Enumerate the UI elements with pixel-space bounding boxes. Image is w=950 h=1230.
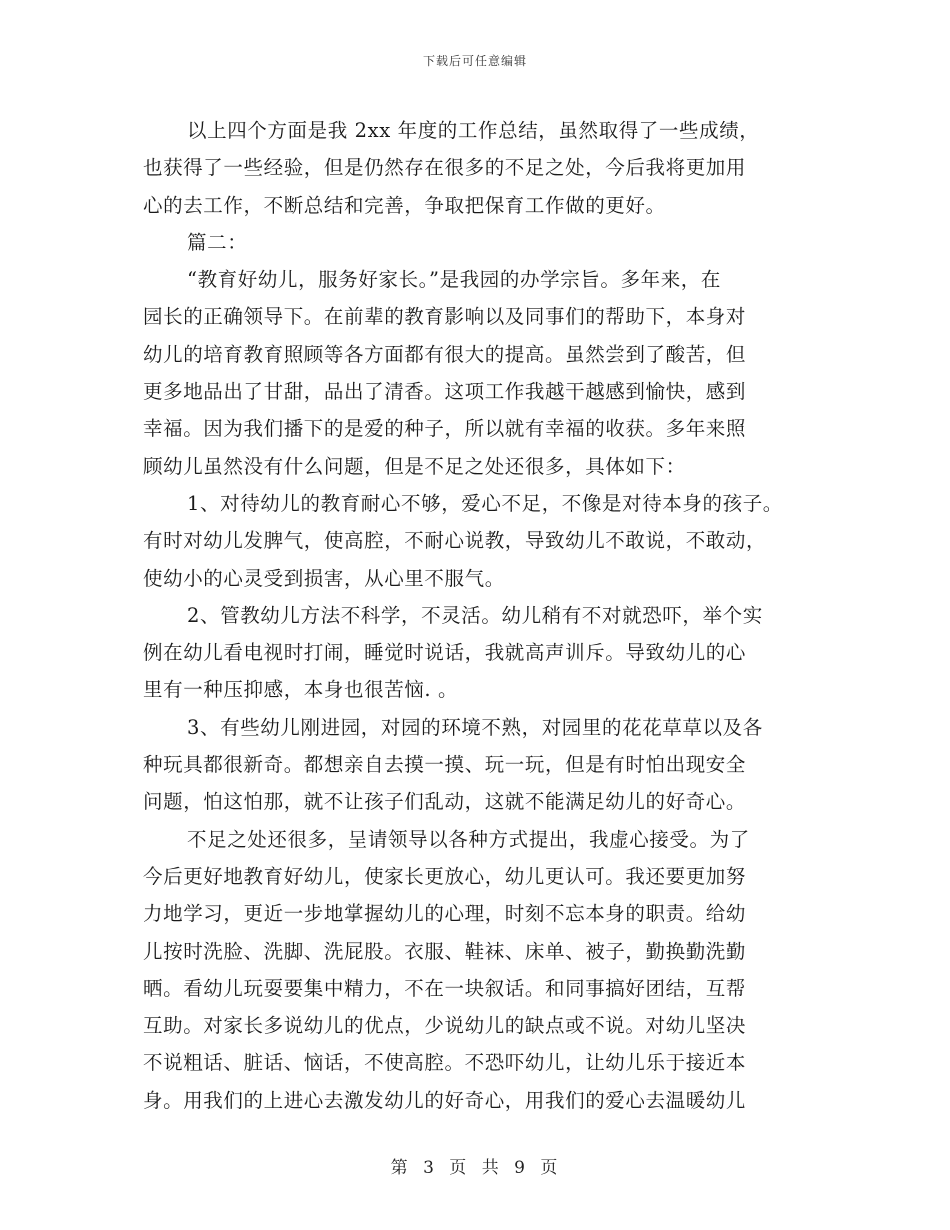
page-number-footer: 第 3 页 共 9 页 (390, 1158, 560, 1178)
list-item-2: 2、管教幼儿方法不科学，不灵活。幼儿稍有不对就恐吓，举个实 (187, 603, 763, 627)
text-line: 园长的正确领导下。在前辈的教育影响以及同事们的帮助下，本身对 (143, 305, 747, 329)
text-line: 晒。看幼儿玩耍要集中精力，不在一块叙话。和同事搞好团结，互帮 (143, 976, 747, 1000)
list-item-1: 1、对待幼儿的教育耐心不够，爱心不足，不像是对待本身的孩子。 (187, 491, 783, 515)
text-line: 儿按时洗脸、洗脚、洗屁股。衣服、鞋袜、床单、被子，勤换勤洗勤 (143, 939, 747, 963)
text-line: 力地学习，更近一步地掌握幼儿的心理，时刻不忘本身的职责。给幼 (143, 902, 747, 926)
text-line: 身。用我们的上进心去激发幼儿的好奇心，用我们的爱心去温暖幼儿 (143, 1088, 747, 1112)
list-item-3: 3、有些幼儿刚进园，对园的环境不熟，对园里的花花草草以及各 (187, 715, 763, 739)
text-line: 今后更好地教育好幼儿，使家长更放心，幼儿更认可。我还要更加努 (143, 864, 747, 888)
document-body (143, 112, 813, 1119)
text-line: “教育好幼儿，服务好家长。”是我园的办学宗旨。多年来，在 (187, 268, 721, 292)
text-line: 幼儿的培育教育照顾等各方面都有很大的提高。虽然尝到了酸苦，但 (143, 342, 747, 366)
page-header: 下载后可任意编辑 (422, 54, 527, 68)
text-line: 使幼小的心灵受到损害，从心里不服气。 (143, 566, 505, 590)
text-line: 不说粗话、脏话、恼话，不使高腔。不恐吓幼儿，让幼儿乐于接近本 (143, 1051, 747, 1075)
text-line: 种玩具都很新奇。都想亲自去摸一摸、玩一玩，但是有时怕出现安全 (143, 753, 747, 777)
text-line: 不足之处还很多，呈请领导以各种方式提出，我虚心接受。为了 (187, 827, 750, 851)
text-line: 有时对幼儿发脾气，使高腔，不耐心说教，导致幼儿不敢说，不敢动， (143, 529, 767, 553)
text-line: 问题，怕这怕那，就不让孩子们乱动，这就不能满足幼儿的好奇心。 (143, 790, 747, 814)
text-line: 也获得了一些经验，但是仍然存在很多的不足之处，今后我将更加用 (143, 156, 747, 180)
text-line: 更多地品出了甘甜，品出了清香。这项工作我越干越感到愉快，感到 (143, 380, 747, 404)
text-line: 幸福。因为我们播下的是爱的种子，所以就有幸福的收获。多年来照 (143, 417, 747, 441)
text-line: 顾幼儿虽然没有什么问题，但是不足之处还很多，具体如下： (143, 454, 686, 478)
text-line: 以上四个方面是我 2xx 年度的工作总结，虽然取得了一些成绩， (187, 119, 760, 142)
text-line: 例在幼儿看电视时打闹，睡觉时说话，我就高声训斥。导致幼儿的心 (143, 641, 747, 665)
text-line: 心的去工作，不断总结和完善，争取把保育工作做的更好。 (143, 193, 666, 217)
section-heading: 篇二： (187, 230, 248, 254)
text-line: 互助。对家长多说幼儿的优点，少说幼儿的缺点或不说。对幼儿坚决 (143, 1014, 747, 1038)
text-line: 里有一种压抑感，本身也很苦恼. 。 (143, 678, 459, 702)
